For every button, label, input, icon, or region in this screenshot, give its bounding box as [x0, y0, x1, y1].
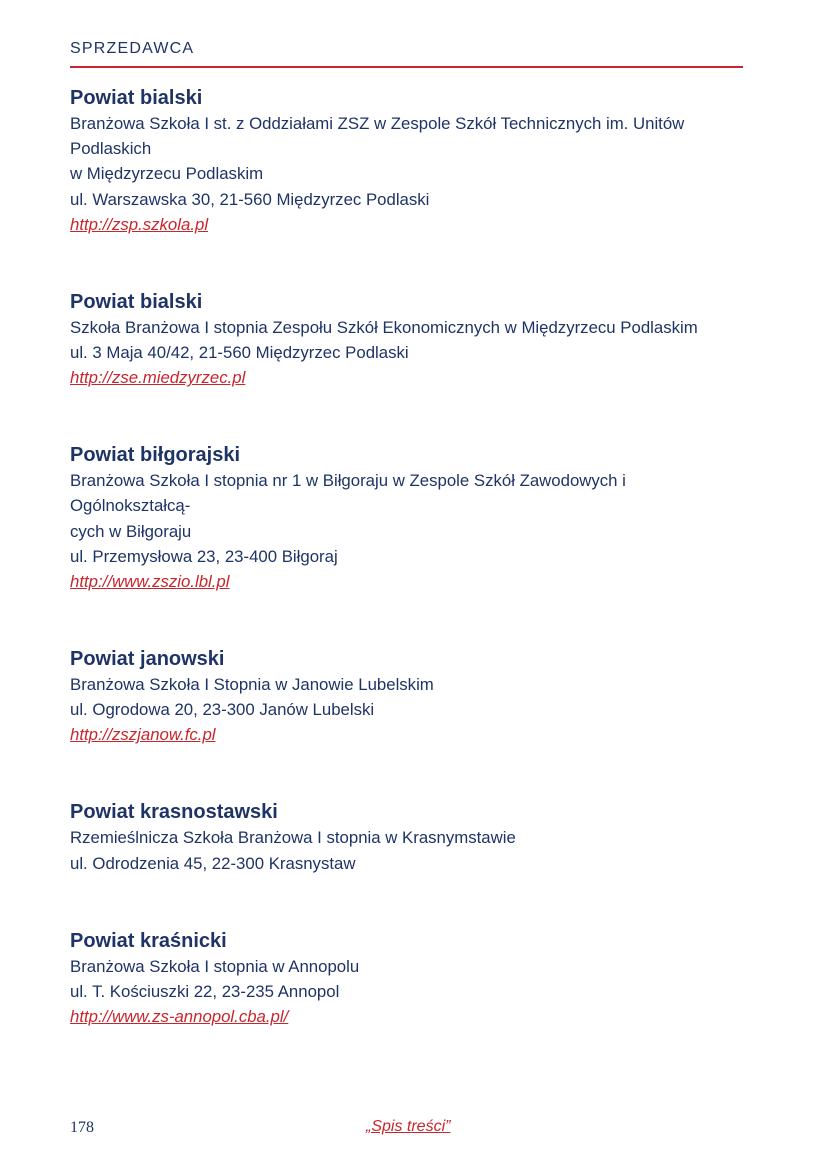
school-website-link[interactable]: http://www.zszio.lbl.pl — [70, 572, 230, 592]
school-website-link[interactable]: http://zse.miedzyrzec.pl — [70, 368, 246, 388]
page-number: 178 — [70, 1119, 94, 1136]
district-heading: Powiat bialski — [70, 87, 203, 109]
section-title: SPRZEDAWCA — [70, 40, 195, 57]
address-line: ul. Odrodzenia 45, 22-300 Krasnystaw — [70, 853, 356, 873]
school-name-line: Rzemieślnicza Szkoła Branżowa I stopnia w Krasnymstawie — [70, 828, 516, 848]
school-website-link[interactable]: http://zszjanow.fc.pl — [70, 725, 216, 745]
address-line: ul. Ogrodowa 20, 23-300 Janów Lubelski — [70, 700, 375, 720]
school-entry — [70, 442, 750, 594]
address-line: ul. 3 Maja 40/42, 21-560 Międzyrzec Podlaski — [70, 343, 409, 363]
district-heading: Powiat janowski — [70, 648, 225, 671]
district-heading: Powiat bialski — [70, 290, 203, 313]
district-heading: Powiat biłgorajski — [70, 444, 241, 467]
district-heading: Powiat krasnostawski — [70, 801, 278, 824]
school-name-line: Branżowa Szkoła I stopnia nr 1 w Biłgoraju w Zespole Szkół Zawodowych i Ogólnokształcą- — [70, 471, 626, 516]
school-list — [70, 85, 750, 1081]
address-line: ul. T. Kościuszki 22, 23-235 Annopol — [70, 982, 340, 1002]
school-website-link[interactable]: http://zsp.szkola.pl — [70, 214, 209, 234]
school-name-line: Szkoła Branżowa I stopnia Zespołu Szkół Ekonomicznych w Międzyrzecu Podlaskim — [70, 317, 698, 337]
school-website-link[interactable]: http://www.zs-annopol.cba.pl/ — [70, 1007, 289, 1027]
school-name-line: w Międzyrzecu Podlaskim — [70, 164, 264, 184]
school-name-line: cych w Biłgoraju — [70, 521, 192, 541]
page-header — [70, 38, 743, 68]
school-entry — [70, 289, 750, 390]
school-name-line: Branżowa Szkoła I Stopnia w Janowie Lubelskim — [70, 675, 434, 695]
school-name-line: Branżowa Szkoła I st. z Oddziałami ZSZ w Zespole Szkół Technicznych im. Unitów Podlaskich — [70, 114, 685, 159]
school-entry — [70, 928, 750, 1029]
school-name-line: Branżowa Szkoła I stopnia w Annopolu — [70, 956, 360, 976]
address-line: ul. Warszawska 30, 21-560 Międzyrzec Podlaski — [70, 189, 430, 209]
table-of-contents-link[interactable]: „Spis treści” — [366, 1118, 451, 1135]
district-heading: Powiat kraśnicki — [70, 929, 227, 952]
school-entry — [70, 799, 750, 875]
school-entry — [70, 85, 750, 237]
address-line: ul. Przemysłowa 23, 23-400 Biłgoraj — [70, 546, 338, 566]
school-entry — [70, 646, 750, 747]
